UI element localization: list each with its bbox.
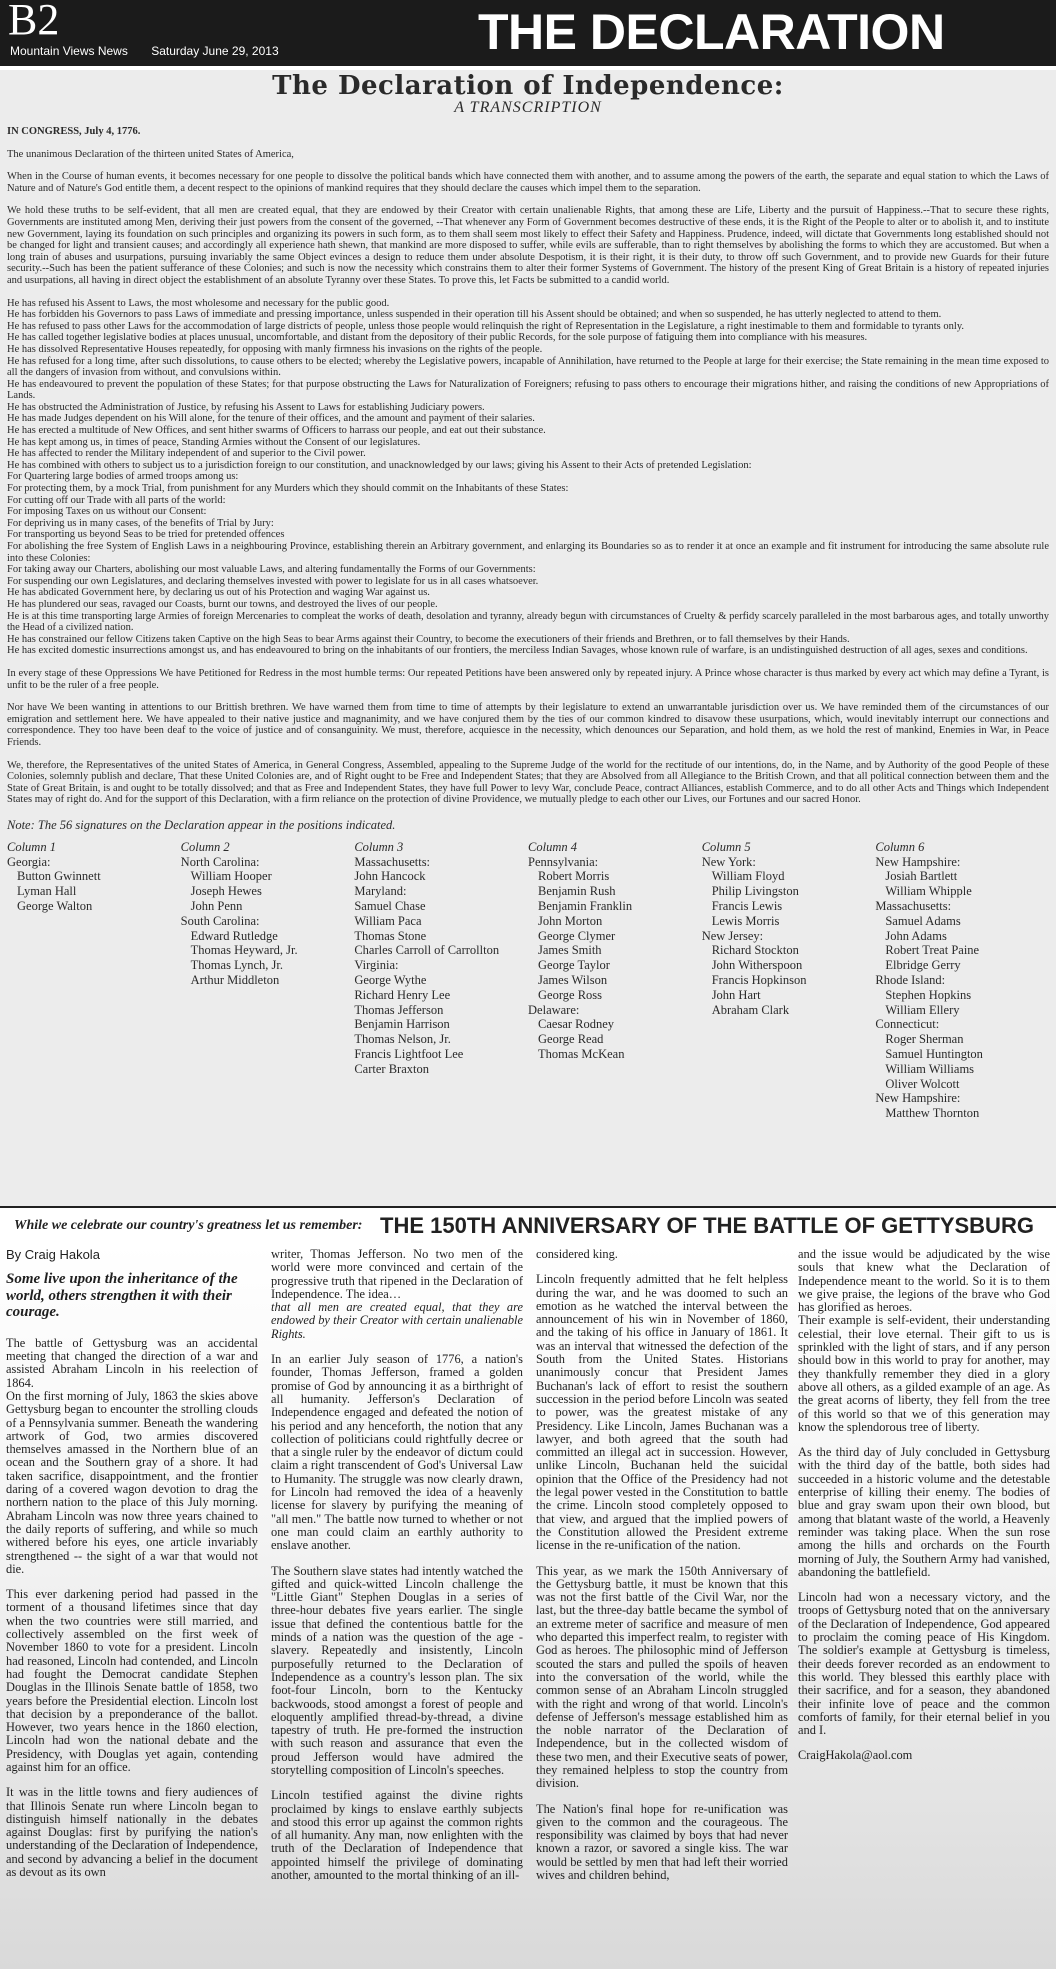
state-label: Thomas Jefferson	[354, 1002, 444, 1017]
state-label: Charles Carroll of Carrollton	[354, 943, 500, 958]
article-paragraph: and the issue would be adjudicated by the wise souls that knew what the Declaration of Independence meant to the world. So it is to them we give praise, the legions of the brave who God has glorified as heroes.	[798, 1248, 1050, 1315]
article-paragraph: In an earlier July season of 1776, a nation's founder, Thomas Jefferson, framed a golden promise of God by announcing it as a birthright of all humanity. Jefferson's Declaration of Independence engaged and defeated the notion of his period and any henceforth, the notion that any collection of politicians could rightfully decree or that a single ruler by the endeavor of dictum could claim a right transcendent of God's Universal Law to Humanity. The struggle was now clearly drawn, for Lincoln had removed the idea of a heavenly license for slavery by purifying the meaning of "all men." The battle now turned to whether or not one man could claim an earthly authority to enslave another.	[271, 1352, 523, 1553]
state-label: Pennsylvania:	[528, 854, 599, 869]
declaration-paragraph-2: We hold these truths to be self-evident, that all men are created equal, that they are endowed by their Creator with certain unalienable Rights, that among these are Life, Liberty and the pursuit of Happiness.--That to secure these rights, Governments are instituted among Men, deriving their just powers from the consent of the governed, --That whenever any Form of Government becomes destructive of these ends, it is the Right of the People to alter or to abolish it, and to institute new Government, laying its foundation on such principles and organizing its powers in such form, as to them shall seem most likely to effect their Safety and Happiness. Prudence, indeed, will dictate that Governments long established should not be changed for light and transient causes; and accordingly all experience hath shewn, that mankind are more disposed to suffer, while evils are sufferable, than to right themselves by abolishing the forms to which they are accustomed. But when a long train of abuses and usurpations, pursuing invariably the same Object evinces a design to reduce them under absolute Despotism, it is their right, it is their duty, to throw off such Government, and to provide new Guards for their future security.--Such has been the patient sufferance of these Colonies; and such is now the necessity which constrains them to alter their former Systems of Government. The history of the present King of Great Britain is a history of repeated injuries and usurpations, all having in direct object the establishment of an absolute Tyranny over these States. To prove this, let Facts be submitted to a candid world.	[7, 205, 1049, 286]
declaration-intro: The unanimous Declaration of the thirteen united States of America,	[7, 148, 294, 160]
signer-name: William Floyd	[711, 869, 785, 884]
headline-lead-in: While we celebrate our country's greatness let us remember:	[14, 1218, 363, 1233]
grievance-line: For Quartering large bodies of armed troops among us:	[7, 471, 239, 483]
grievance-line: He has refused his Assent to Laws, the most wholesome and necessary for the public good.	[7, 297, 390, 309]
article-column-2	[271, 1248, 523, 1968]
signer-name: Matthew Thornton	[885, 1106, 980, 1121]
signer-name: Thomas Lynch, Jr.	[190, 958, 284, 973]
publication-name: Mountain Views News	[10, 44, 128, 58]
grievance-line: He has called together legislative bodies at places unusual, uncomfortable, and distant from the depository of their public Records, for the sole purpose of fatiguing them into compliance with his measures.	[7, 332, 868, 344]
state-label: Thomas Nelson, Jr.	[354, 1032, 451, 1047]
grievance-line: He has abdicated Government here, by declaring us out of his Protection and waging War against us.	[7, 587, 430, 599]
signer-name: Samuel Huntington	[885, 1047, 983, 1062]
signature-column-3	[354, 840, 528, 1121]
signature-column-1	[7, 840, 181, 1121]
grievance-line: He has affected to render the Military independent of and superior to the Civil power.	[7, 448, 366, 460]
signer-name: Francis Hopkinson	[711, 973, 807, 988]
masthead	[0, 0, 1056, 66]
signer-name: Oliver Wolcott	[885, 1076, 960, 1091]
article-paragraph: considered king.	[536, 1248, 618, 1261]
grievance-line: For suspending our own Legislatures, and declaring themselves invested with power to legislate for us in all cases whatsoever.	[7, 575, 539, 587]
grievance-line: He has refused to pass other Laws for the accommodation of large districts of people, unless those people would relinquish the right of Representation in the Legislature, a right inestimable to them and formidable to tyrants only.	[7, 320, 965, 332]
signer-name: Button Gwinnett	[17, 869, 101, 884]
signer-name: John Penn	[190, 899, 243, 914]
state-label: Georgia:	[7, 854, 51, 869]
article-paragraph: As the third day of July concluded in Gettysburg with the third day of the battle, both sides had succeeded in a historic volume and the detestable enterprise of killing their enemy. The bodies of blue and gray swam upon their own blood, but among that blatant waste of the world, a Heavenly reminder was taking place. When the sun rose among the hills and orchards on the Fourth morning of July, the Southern Army had vanished, abandoning the battlefield.	[798, 1445, 1050, 1579]
grievance-line: He has dissolved Representative Houses repeatedly, for opposing with manly firmness his invasions on the rights of the people.	[7, 343, 543, 355]
state-label: North Carolina:	[180, 854, 260, 869]
grievance-line: He has kept among us, in times of peace, Standing Armies without the Consent of our legislatures.	[7, 436, 421, 448]
state-label: Carter Braxton	[354, 1061, 429, 1076]
article-paragraph: Lincoln testified against the divine rights proclaimed by kings to enslave earthly subjects and stood this error up against the common rights of all humanity. Any man, now enlighten with the truth of the Declaration of Independence that appointed himself the privilege of dominating another, amounted to the mortal thinking of an ill-	[271, 1788, 523, 1883]
signature-column-heading: Column 6	[875, 839, 925, 854]
signer-name: George Taylor	[538, 958, 610, 973]
signer-name: John Morton	[538, 913, 603, 928]
signer-name: Benjamin Rush	[538, 884, 616, 899]
signer-name: Stephen Hopkins	[885, 987, 972, 1002]
article-quote: that all men are created equal, that they are endowed by their Creator with certain unalienable Rights.	[271, 1300, 523, 1341]
section-title: THE DECLARATION	[478, 4, 945, 60]
signer-name: John Adams	[885, 928, 947, 943]
signer-name: Lewis Morris	[711, 913, 780, 928]
signer-name: Francis Lewis	[711, 899, 783, 914]
state-label: John Hancock	[354, 869, 426, 884]
grievance-line: He has plundered our seas, ravaged our Coasts, burnt our towns, and destroyed the lives of our people.	[7, 598, 438, 610]
signature-column-heading: Column 5	[701, 839, 751, 854]
signer-name: Roger Sherman	[885, 1032, 964, 1047]
article-column-4	[798, 1248, 1050, 1968]
article-paragraph: Lincoln had won a necessary victory, and the troops of Gettysburg noted that on the anniversary of the Declaration of Independence, God appeared to proclaim the coming peace of His Kingdom. The soldier's example at Gettysburg is timeless, their deeds forever recorded as an endowment to this world. They blessed this earthly place with their sacrifice, and for a season, they abandoned their infinite love of peace and the common comforts of family, for their eternal belief in you and I.	[798, 1590, 1050, 1738]
state-label: Francis Lightfoot Lee	[354, 1047, 464, 1062]
state-label: Massachusetts:	[875, 899, 952, 914]
declaration-paragraph-5: We, therefore, the Representatives of the united States of America, in General Congress, Assembled, appealing to the Supreme Judge of the world for the rectitude of our intentions, do, in the Name, and by Authority of the good People of these Colonies, solemnly publish and declare, That these United Colonies are, and of Right ought to be Free and Independent States; that they are Absolved from all Allegiance to the British Crown, and that all political connection between them and the State of Great Britain, is and ought to be totally dissolved; and that as Free and Independent States, they have full Power to levy War, conclude Peace, contract Alliances, establish Commerce, and to do all other Acts and Things which Independent States may of right do. And for the support of this Declaration, with a firm reliance on the protection of divine Providence, we mutually pledge to each other our Lives, our Fortunes and our sacred Honor.	[7, 759, 1049, 806]
signature-column-5	[702, 840, 876, 1121]
grievance-line: He is at this time transporting large Armies of foreign Mercenaries to compleat the works of death, desolation and tyranny, already begun with circumstances of Cruelty & perfidy scarcely paralleled in the most barbarous ages, and totally unworthy the Head of a civilized nation.	[7, 610, 1049, 634]
article-column-1	[6, 1248, 258, 1968]
signer-name: Philip Livingston	[711, 884, 799, 899]
signature-column-6	[875, 840, 1049, 1121]
article-paragraph: Their example is self-evident, their understanding celestial, their love eternal. Their gift to us is sprinkled with the light of stars, and if any person should bow in this world to pray for another, may they thankfully remember they died in a glory above all others, as a gilded example of an age. As the great acorns of liberty, they fell from the tree of this world so that we of this generation may know the splendorous tree of liberty.	[798, 1313, 1050, 1434]
article-paragraph: It was in the little towns and fiery audiences of that Illinois Senate run where Lincoln began to distinguish himself nationally in the debates against Douglas: first by purifying the nation's understanding of the Declaration of Independence, and second by advancing a belief in the document as devout as its own	[6, 1785, 258, 1880]
grievance-line: He has endeavoured to prevent the population of these States; for that purpose obstructing the Laws for Naturalization of Foreigners; refusing to pass others to encourage their migrations hither, and raising the conditions of new Appropriations of Lands.	[7, 378, 1049, 402]
grievance-line: For abolishing the free System of English Laws in a neighbouring Province, establishing therein an Arbitrary government, and enlarging its Boundaries so as to render it at once an example and fit instrument for introducing the same absolute rule into these Colonies:	[7, 541, 1049, 564]
signer-name: William Hooper	[190, 869, 272, 884]
grievance-line: He has erected a multitude of New Offices, and sent hither swarms of Officers to harrass our people, and eat out their substance.	[7, 425, 546, 437]
state-label: William Paca	[354, 913, 422, 928]
state-label: Delaware:	[528, 1002, 580, 1017]
headline: THE 150TH ANNIVERSARY OF THE BATTLE OF GETTYSBURG	[380, 1213, 1034, 1238]
grievance-line: For transporting us beyond Seas to be tried for pretended offences	[7, 529, 285, 541]
signer-name: George Read	[538, 1032, 604, 1047]
state-label: New York:	[701, 854, 756, 869]
author-email[interactable]: CraigHakola@aol.com	[798, 1748, 913, 1763]
signer-name: Edward Rutledge	[190, 928, 278, 943]
signature-column-heading: Column 2	[180, 839, 230, 854]
signature-columns	[7, 840, 1049, 1121]
state-label: New Hampshire:	[875, 1091, 961, 1106]
grievance-line: For imposing Taxes on us without our Consent:	[7, 506, 207, 518]
declaration-title: The Declaration of Independence:	[272, 71, 784, 101]
signer-name: James Wilson	[538, 973, 608, 988]
article-paragraph: On the first morning of July, 1863 the skies above Gettysburg began to encounter the strolling clouds of a Pennsylvania summer. Beneath the wandering artwork of God, two armies discovered themselves amassed in the Northern blue of an ocean and the Southern gray of a shore. It had taken sacrifice, disappointment, and the frontier daring of a covered wagon devotion to drag the northern nation to the place of this July morning. Abraham Lincoln was now three years chained to the daily reports of suffering, and while so much withered before his eyes, one article invariably strengthened -- the sight of a war that would not die.	[6, 1388, 258, 1576]
signer-name: Abraham Clark	[711, 1002, 790, 1017]
state-label: Rhode Island:	[875, 973, 946, 988]
article-paragraph: The Southern slave states had intently watched the gifted and quick-witted Lincoln challenge the "Little Giant" Stephen Douglas in a series of three-hour debates five years earlier. The single issue that defined the contentious battle for the minds of a nation was the question of the age - slavery. Repeatedly and insistently, Lincoln purposefully returned to the Declaration of Independence as a country's lesson plan. The six foot-four Lincoln, born to the Kentucky backwoods, stood amongst a forest of people and eloquently amplified thread-by-thread, a divine tapestry of truth. He pre-formed the instruction with such reason and assurance that even the proud Jefferson would have admired the storytelling composition of Lincoln's speeches.	[271, 1563, 523, 1777]
signer-name: Joseph Hewes	[190, 884, 262, 899]
declaration-paragraph-3: In every stage of these Oppressions We have Petitioned for Redress in the most humble terms: Our repeated Petitions have been answered only by repeated injury. A Prince whose character is thus marked by every act which may define a Tyrant, is unfit to be the ruler of a free people.	[7, 667, 1049, 691]
grievance-line: He has made Judges dependent on his Will alone, for the tenure of their offices, and the amount and payment of their salaries.	[7, 413, 535, 425]
grievance-line: He has excited domestic insurrections amongst us, and has endeavoured to bring on the inhabitants of our frontiers, the merciless Indian Savages, whose known rule of warfare, is an undistinguished destruction of all ages, sexes and conditions.	[7, 645, 1028, 657]
state-label: Massachusetts:	[354, 854, 431, 869]
signer-name: Robert Morris	[538, 869, 610, 884]
grievance-line: For cutting off our Trade with all parts of the world:	[7, 494, 226, 506]
signer-name: Thomas McKean	[538, 1047, 625, 1062]
article-paragraph: This ever darkening period had passed in the torment of a thousand lifetimes since that day when the two countries were still married, and collectively assembled on the first week of November 1860 to vote for a president. Lincoln had reasoned, Lincoln had contended, and Lincoln had fought the Democrat candidate Stephen Douglas in the Illinois Senate battle of 1858, two years before the Presidential election. Lincoln lost that decision by a preponderance of the ballot. However, two years hence in the 1860 election, Lincoln had won the national debate and the Presidency, with Douglas yet again, contending against him for an office.	[6, 1587, 258, 1774]
declaration-subtitle: A TRANSCRIPTION	[454, 99, 602, 116]
signer-name: James Smith	[538, 943, 602, 958]
section-divider	[0, 1206, 1056, 1208]
signer-name: William Ellery	[885, 1002, 960, 1017]
state-label: George Wythe	[354, 973, 427, 988]
signer-name: John Witherspoon	[711, 958, 803, 973]
grievance-line: He has constrained our fellow Citizens taken Captive on the high Seas to bear Arms against their Country, to become the executioners of their friends and Brethren, or to fall themselves by their Hands.	[7, 633, 850, 645]
signer-name: Caesar Rodney	[538, 1017, 615, 1032]
signatures-note: Note: The 56 signatures on the Declaration appear in the positions indicated.	[7, 817, 396, 832]
congress-line: IN CONGRESS, July 4, 1776.	[7, 126, 141, 137]
signature-column-4	[528, 840, 702, 1121]
signer-name: Elbridge Gerry	[885, 958, 961, 973]
publication-date: Saturday June 29, 2013	[151, 44, 279, 58]
signer-name: William Whipple	[885, 884, 972, 899]
signer-name: Josiah Bartlett	[885, 869, 958, 884]
byline: By Craig Hakola	[6, 1248, 100, 1262]
article-paragraph: Lincoln frequently admitted that he felt helpless during the war, and he was doomed to such an emotion as he watched the interval between the announcement of his win in November of 1860, and the taking of his office in January of 1861. It was an interval that witnessed the defection of the South from the United States. Historians unanimously concur that President James Buchanan's lack of effort to resist the southern succession in the period before Lincoln was seated to power, was the greatest mistake of any Presidency. Like Lincoln, James Buchanan was a lawyer, and both agreed that the south had committed an illegal act in succession. However, unlike Lincoln, Buchanan held the suicidal opinion that the Office of the Presidency had not the legal power vested in the Constitution to battle the crime. Lincoln stood completely opposed to that view, and argued that the implied powers of the Constitution allowed the President extreme license in the re-unification of the nation.	[536, 1272, 788, 1553]
publication-line	[10, 44, 279, 58]
signer-name: Arthur Middleton	[190, 973, 280, 988]
article-paragraph: This year, as we mark the 150th Anniversary of the Gettysburg battle, it must be known that this was not the first battle of the Civil War, nor the last, but the three-day battle became the symbol of an extreme meter of sacrifice and measure of men who departed this imperfect realm, to register with God as heroes. The philosophic mind of Jefferson scouted the stars and pulled the spoils of heaven into the conversation of the world, while the common sense of an Abraham Lincoln struggled with the right and wrong of that world. Lincoln's defense of Jefferson's message established him as the noble narrator of the Declaration of Independence, but in the collected wisdom of these two men, and their Executive seats of power, they remained helpless to stop the country from division.	[536, 1563, 788, 1791]
state-label: Richard Henry Lee	[354, 987, 451, 1002]
grievance-list	[7, 298, 1049, 657]
state-label: Connecticut:	[875, 1017, 940, 1032]
signer-name: George Clymer	[538, 928, 616, 943]
signature-column-heading: Column 1	[7, 839, 56, 854]
grievance-line: For depriving us in many cases, of the benefits of Trial by Jury:	[7, 517, 274, 529]
signer-name: Samuel Adams	[885, 913, 961, 928]
signer-name: William Williams	[885, 1061, 975, 1076]
state-label: Benjamin Harrison	[354, 1017, 450, 1032]
signer-name: Richard Stockton	[711, 943, 799, 958]
signature-column-heading: Column 4	[528, 839, 577, 854]
signer-name: Robert Treat Paine	[885, 943, 980, 958]
grievance-line: He has obstructed the Administration of Justice, by refusing his Assent to Laws for establishing Judiciary powers.	[7, 401, 485, 413]
declaration-panel	[0, 70, 1056, 1206]
grievance-line: He has combined with others to subject us to a jurisdiction foreign to our constitution, and unacknowledged by our laws; giving his Assent to their Acts of pretended Legislation:	[7, 459, 752, 471]
signer-name: George Walton	[17, 899, 93, 914]
state-label: Thomas Stone	[354, 928, 427, 943]
state-label: Maryland:	[354, 884, 407, 899]
gettysburg-article	[0, 1244, 1056, 1969]
declaration-paragraph-4: Nor have We been wanting in attentions to our Brittish brethren. We have warned them from time to time of attempts by their legislature to extend an unwarrantable jurisdiction over us. We have reminded them of the circumstances of our emigration and settlement here. We have appealed to their native justice and magnanimity, and we have conjured them by the ties of our common kindred to disavow these usurpations, which, would inevitably interrupt our connections and correspondence. They too have been deaf to the voice of justice and of consanguinity. We must, therefore, acquiesce in the necessity, which denounces our Separation, and hold them, as we hold the rest of mankind, Enemies in War, in Peace Friends.	[7, 702, 1049, 748]
signer-name: Lyman Hall	[17, 884, 77, 899]
grievance-line: He has refused for a long time, after such dissolutions, to cause others to be elected; whereby the Legislative powers, incapable of Annihilation, have returned to the People at large for their exercise; the State remaining in the mean time exposed to all the dangers of invasion from without, and convulsions within.	[7, 355, 1049, 379]
state-label: New Hampshire:	[875, 854, 961, 869]
grievance-line: For taking away our Charters, abolishing our most valuable Laws, and altering fundamentally the Forms of our Governments:	[7, 564, 536, 576]
signer-name: Benjamin Franklin	[538, 899, 633, 914]
state-label: South Carolina:	[180, 913, 260, 928]
article-paragraph: writer, Thomas Jefferson. No two men of the world were more convinced and certain of the progressive truth that ripened in the Declaration of Independence. The idea…	[271, 1248, 523, 1301]
signer-name: George Ross	[538, 987, 603, 1002]
signature-column-heading: Column 3	[354, 839, 404, 854]
page-code: B2	[8, 0, 60, 44]
grievance-line: For protecting them, by a mock Trial, from punishment for any Murders which they should commit on the Inhabitants of these States:	[7, 483, 569, 495]
grievance-line: He has forbidden his Governors to pass Laws of immediate and pressing importance, unless suspended in their operation till his Assent should be obtained; and when so suspended, he has utterly neglected to attend to them.	[7, 309, 942, 321]
state-label: Virginia:	[354, 958, 399, 973]
pull-quote: Some live upon the inheritance of the world, others strengthen it with their courage.	[6, 1271, 238, 1321]
gettysburg-headline-band	[0, 1210, 1056, 1242]
declaration-paragraph-1: When in the Course of human events, it becomes necessary for one people to dissolve the political bands which have connected them with another, and to assume among the powers of the earth, the separate and equal station to which the Laws of Nature and of Nature's God entitle them, a decent respect to the opinions of mankind requires that they should declare the causes which impel them to the separation.	[7, 171, 1049, 194]
signer-name: John Hart	[711, 987, 761, 1002]
state-label: Samuel Chase	[354, 899, 426, 914]
state-label: New Jersey:	[701, 928, 764, 943]
signature-column-2	[181, 840, 355, 1121]
article-paragraph: The Nation's final hope for re-unification was given to the common and the courageous. The responsibility was claimed by boys that had never known a razor, or savored a single kiss. The war would be settled by men that had left their worried wives and children behind,	[536, 1801, 788, 1883]
article-column-3	[536, 1248, 788, 1968]
article-paragraph: The battle of Gettysburg was an accidental meeting that changed the direction of a war and assisted Abraham Lincoln in his reelection of 1864.	[6, 1335, 258, 1390]
signer-name: Thomas Heyward, Jr.	[190, 943, 298, 958]
